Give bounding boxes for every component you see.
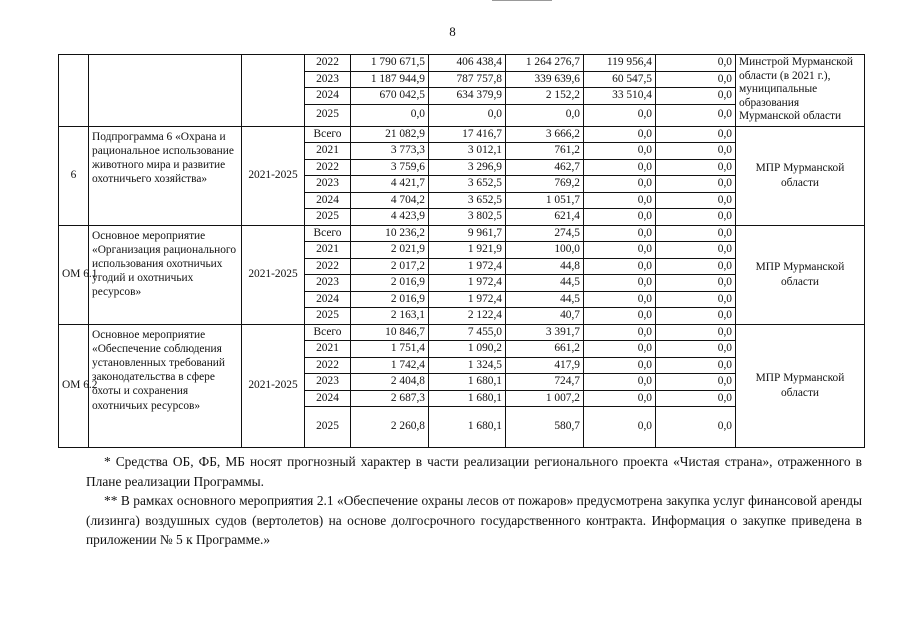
footnotes <box>86 452 862 550</box>
fb-cell: 462,7 <box>506 159 584 176</box>
vb-cell: 0,0 <box>656 126 736 143</box>
vb-cell: 0,0 <box>656 308 736 325</box>
executor-cell: МПР Мурманской области <box>736 324 865 448</box>
total-cell: 1 742,4 <box>351 357 429 374</box>
total-cell: 0,0 <box>351 104 429 126</box>
fb-cell: 44,8 <box>506 258 584 275</box>
total-cell: 2 021,9 <box>351 242 429 259</box>
ob-cell: 634 379,9 <box>429 88 506 105</box>
vb-cell: 0,0 <box>656 357 736 374</box>
fb-cell: 3 666,2 <box>506 126 584 143</box>
budget-table <box>58 54 865 448</box>
fb-cell: 1 007,2 <box>506 390 584 407</box>
vb-cell: 0,0 <box>656 258 736 275</box>
ob-cell: 3 296,9 <box>429 159 506 176</box>
total-cell: 2 017,2 <box>351 258 429 275</box>
year-cell: 2025 <box>305 308 351 325</box>
fb-cell: 100,0 <box>506 242 584 259</box>
mb-cell: 0,0 <box>584 159 656 176</box>
year-cell: 2021 <box>305 242 351 259</box>
mb-cell: 0,0 <box>584 308 656 325</box>
mb-cell: 0,0 <box>584 374 656 391</box>
ob-cell: 1 680,1 <box>429 407 506 448</box>
mb-cell: 0,0 <box>584 258 656 275</box>
mb-cell: 0,0 <box>584 209 656 226</box>
vb-cell: 0,0 <box>656 192 736 209</box>
vb-cell: 0,0 <box>656 159 736 176</box>
year-cell: 2022 <box>305 357 351 374</box>
fb-cell: 274,5 <box>506 225 584 242</box>
ob-cell: 1 972,4 <box>429 258 506 275</box>
total-cell: 2 016,9 <box>351 291 429 308</box>
page-number: 8 <box>449 24 456 39</box>
total-cell: 10 236,2 <box>351 225 429 242</box>
fb-cell: 761,2 <box>506 143 584 160</box>
vb-cell: 0,0 <box>656 407 736 448</box>
total-cell: 1 187 944,9 <box>351 71 429 88</box>
code-cell: ОМ 6.1 <box>59 225 89 324</box>
vb-cell: 0,0 <box>656 176 736 193</box>
year-cell: 2023 <box>305 374 351 391</box>
mb-cell: 0,0 <box>584 291 656 308</box>
fb-cell: 44,5 <box>506 291 584 308</box>
name-cell: Основное мероприятие «Организация рационального использования охотничьих угодий и охотничьих ресурсов» <box>89 225 242 324</box>
ob-cell: 0,0 <box>429 104 506 126</box>
fb-cell: 1 264 276,7 <box>506 55 584 72</box>
vb-cell: 0,0 <box>656 390 736 407</box>
ob-cell: 1 680,1 <box>429 374 506 391</box>
vb-cell: 0,0 <box>656 341 736 358</box>
year-cell: 2025 <box>305 209 351 226</box>
period-cell: 2021-2025 <box>242 126 305 225</box>
fb-cell: 621,4 <box>506 209 584 226</box>
total-cell: 3 773,3 <box>351 143 429 160</box>
year-cell: 2022 <box>305 159 351 176</box>
fb-cell: 339 639,6 <box>506 71 584 88</box>
ob-cell: 1 324,5 <box>429 357 506 374</box>
vb-cell: 0,0 <box>656 291 736 308</box>
ob-cell: 2 122,4 <box>429 308 506 325</box>
table-row <box>59 126 865 143</box>
table-row <box>59 324 865 341</box>
ob-cell: 1 680,1 <box>429 390 506 407</box>
vb-cell: 0,0 <box>656 374 736 391</box>
fb-cell: 661,2 <box>506 341 584 358</box>
vb-cell: 0,0 <box>656 143 736 160</box>
ob-cell: 3 652,5 <box>429 192 506 209</box>
name-cell <box>89 55 242 127</box>
ob-cell: 406 438,4 <box>429 55 506 72</box>
fb-cell: 769,2 <box>506 176 584 193</box>
vb-cell: 0,0 <box>656 225 736 242</box>
total-cell: 670 042,5 <box>351 88 429 105</box>
table-body <box>59 55 865 448</box>
fb-cell: 417,9 <box>506 357 584 374</box>
fb-cell: 724,7 <box>506 374 584 391</box>
ob-cell: 787 757,8 <box>429 71 506 88</box>
ob-cell: 1 921,9 <box>429 242 506 259</box>
name-cell: Основное мероприятие «Обеспечение соблюдения установленных требований законодательства в сфере охоты и сохранения охотничьих ресурсов» <box>89 324 242 448</box>
period-cell <box>242 55 305 127</box>
ob-cell: 17 416,7 <box>429 126 506 143</box>
total-cell: 4 421,7 <box>351 176 429 193</box>
year-cell: 2024 <box>305 192 351 209</box>
fb-cell: 40,7 <box>506 308 584 325</box>
total-cell: 2 404,8 <box>351 374 429 391</box>
mb-cell: 119 956,4 <box>584 55 656 72</box>
code-cell <box>59 55 89 127</box>
mb-cell: 33 510,4 <box>584 88 656 105</box>
mb-cell: 0,0 <box>584 407 656 448</box>
year-cell: 2022 <box>305 55 351 72</box>
fb-cell: 2 152,2 <box>506 88 584 105</box>
vb-cell: 0,0 <box>656 275 736 292</box>
year-cell: Всего <box>305 126 351 143</box>
year-cell: 2024 <box>305 390 351 407</box>
executor-cell: МПР Мурманской области <box>736 225 865 324</box>
mb-cell: 0,0 <box>584 357 656 374</box>
total-cell: 4 704,2 <box>351 192 429 209</box>
total-cell: 4 423,9 <box>351 209 429 226</box>
total-cell: 2 687,3 <box>351 390 429 407</box>
year-cell: 2024 <box>305 88 351 105</box>
code-cell: 6 <box>59 126 89 225</box>
ob-cell: 1 972,4 <box>429 291 506 308</box>
mb-cell: 0,0 <box>584 324 656 341</box>
mb-cell: 60 547,5 <box>584 71 656 88</box>
vb-cell: 0,0 <box>656 209 736 226</box>
fb-cell: 580,7 <box>506 407 584 448</box>
ob-cell: 3 802,5 <box>429 209 506 226</box>
code-cell: ОМ 6.2 <box>59 324 89 448</box>
name-cell: Подпрограмма 6 «Охрана и рациональное использование животного мира и развитие охотничьего хозяйства» <box>89 126 242 225</box>
table-row <box>59 55 865 72</box>
vb-cell: 0,0 <box>656 71 736 88</box>
mb-cell: 0,0 <box>584 192 656 209</box>
year-cell: 2025 <box>305 407 351 448</box>
year-cell: Всего <box>305 324 351 341</box>
total-cell: 1 790 671,5 <box>351 55 429 72</box>
fb-cell: 1 051,7 <box>506 192 584 209</box>
total-cell: 3 759,6 <box>351 159 429 176</box>
mb-cell: 0,0 <box>584 275 656 292</box>
ob-cell: 7 455,0 <box>429 324 506 341</box>
mb-cell: 0,0 <box>584 242 656 259</box>
fb-cell: 0,0 <box>506 104 584 126</box>
mb-cell: 0,0 <box>584 104 656 126</box>
year-cell: 2022 <box>305 258 351 275</box>
footnote-2: ** В рамках основного мероприятия 2.1 «Обеспечение охраны лесов от пожаров» предусмотрена закупка услуг финансовой аренды (лизинга) воздушных судов (вертолетов) на основе долгосрочного государственного контракта. Информация о закупке приведена в приложении № 5 к Программе.» <box>86 493 862 547</box>
fb-cell: 3 391,7 <box>506 324 584 341</box>
year-cell: 2023 <box>305 176 351 193</box>
mb-cell: 0,0 <box>584 390 656 407</box>
vb-cell: 0,0 <box>656 242 736 259</box>
year-cell: Всего <box>305 225 351 242</box>
ob-cell: 9 961,7 <box>429 225 506 242</box>
total-cell: 2 016,9 <box>351 275 429 292</box>
total-cell: 1 751,4 <box>351 341 429 358</box>
ob-cell: 1 090,2 <box>429 341 506 358</box>
year-cell: 2024 <box>305 291 351 308</box>
mb-cell: 0,0 <box>584 126 656 143</box>
year-cell: 2023 <box>305 71 351 88</box>
vb-cell: 0,0 <box>656 55 736 72</box>
mb-cell: 0,0 <box>584 225 656 242</box>
ob-cell: 3 012,1 <box>429 143 506 160</box>
year-cell: 2023 <box>305 275 351 292</box>
ob-cell: 1 972,4 <box>429 275 506 292</box>
vb-cell: 0,0 <box>656 324 736 341</box>
table-row <box>59 225 865 242</box>
year-cell: 2021 <box>305 341 351 358</box>
mb-cell: 0,0 <box>584 341 656 358</box>
mb-cell: 0,0 <box>584 143 656 160</box>
executor-cell: Минстрой Мурманской области (в 2021 г.), муниципальные образования Мурманской области <box>736 55 865 127</box>
mb-cell: 0,0 <box>584 176 656 193</box>
total-cell: 10 846,7 <box>351 324 429 341</box>
year-cell: 2025 <box>305 104 351 126</box>
ob-cell: 3 652,5 <box>429 176 506 193</box>
vb-cell: 0,0 <box>656 88 736 105</box>
total-cell: 21 082,9 <box>351 126 429 143</box>
total-cell: 2 260,8 <box>351 407 429 448</box>
total-cell: 2 163,1 <box>351 308 429 325</box>
top-edge-rule <box>492 0 552 1</box>
vb-cell: 0,0 <box>656 104 736 126</box>
year-cell: 2021 <box>305 143 351 160</box>
executor-cell: МПР Мурманской области <box>736 126 865 225</box>
period-cell: 2021-2025 <box>242 324 305 448</box>
period-cell: 2021-2025 <box>242 225 305 324</box>
footnote-1: * Средства ОБ, ФБ, МБ носят прогнозный характер в части реализации регионального проекта «Чистая страна», отраженного в Плане реализации Программы. <box>86 454 862 489</box>
fb-cell: 44,5 <box>506 275 584 292</box>
